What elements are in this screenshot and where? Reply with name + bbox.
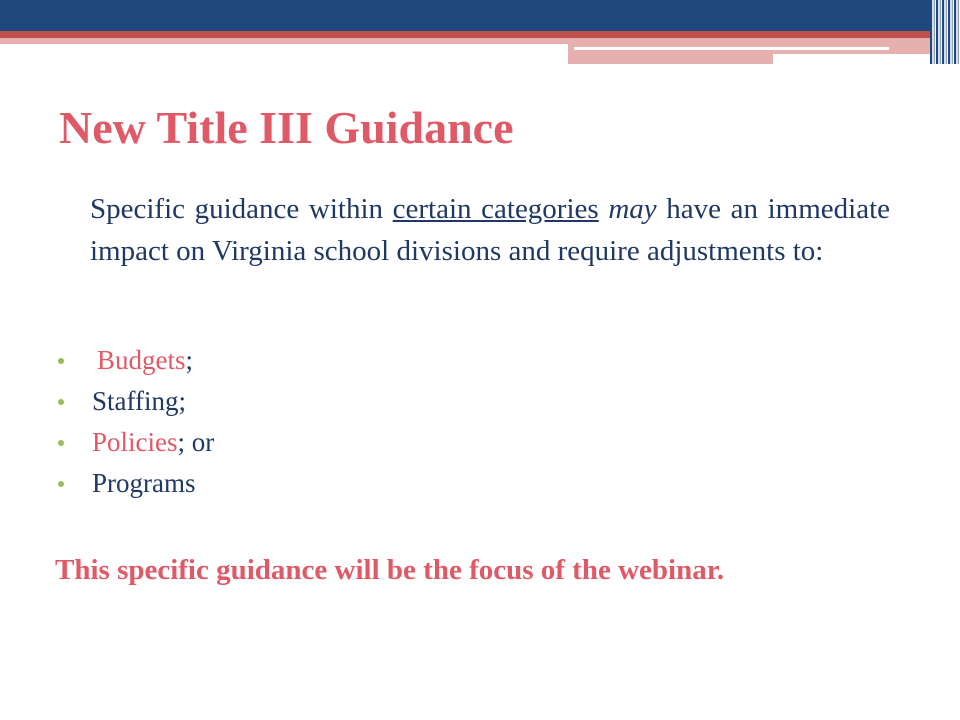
bullet-item-staffing <box>58 381 214 422</box>
bullet-suffix-text: ; or <box>177 427 215 457</box>
bullet-suffix-text: ; <box>178 386 187 416</box>
bullet-item-budgets <box>58 340 214 381</box>
intro-text-start: Specific guidance within <box>90 193 393 225</box>
bullet-item-programs <box>58 463 214 504</box>
slide-title: New Title III Guidance <box>59 102 514 153</box>
bullet-list <box>58 340 214 504</box>
bullet-dot-icon <box>58 440 64 446</box>
bullet-item-policies <box>58 422 214 463</box>
bullet-suffix-text: ; <box>185 345 194 375</box>
closing-statement: This specific guidance will be the focus of the webinar. <box>55 554 725 586</box>
bullet-dot-icon <box>58 399 64 405</box>
header-bar-pink-shorter <box>568 54 773 64</box>
bullet-main-text: Programs <box>92 468 196 498</box>
bullet-dot-icon <box>58 358 64 364</box>
intro-italic-text: may <box>608 193 657 225</box>
header-bar-white-line <box>574 47 889 50</box>
intro-paragraph <box>90 188 890 272</box>
header-stripes <box>930 0 960 64</box>
bullet-main-text: Staffing <box>92 386 179 416</box>
bullet-dot-icon <box>58 481 64 487</box>
intro-text-end: have an immediate impact on Virginia school divisions and require adjustments to: <box>90 193 890 267</box>
bullet-main-text: Budgets <box>97 345 186 375</box>
bullet-main-text: Policies <box>92 427 178 457</box>
intro-underlined-text: certain categories <box>392 193 599 225</box>
header-bar-blue <box>0 0 930 31</box>
intro-text-gap <box>599 193 609 225</box>
header-bar-white-line-lower <box>776 58 930 61</box>
header-bar-red <box>0 31 930 38</box>
